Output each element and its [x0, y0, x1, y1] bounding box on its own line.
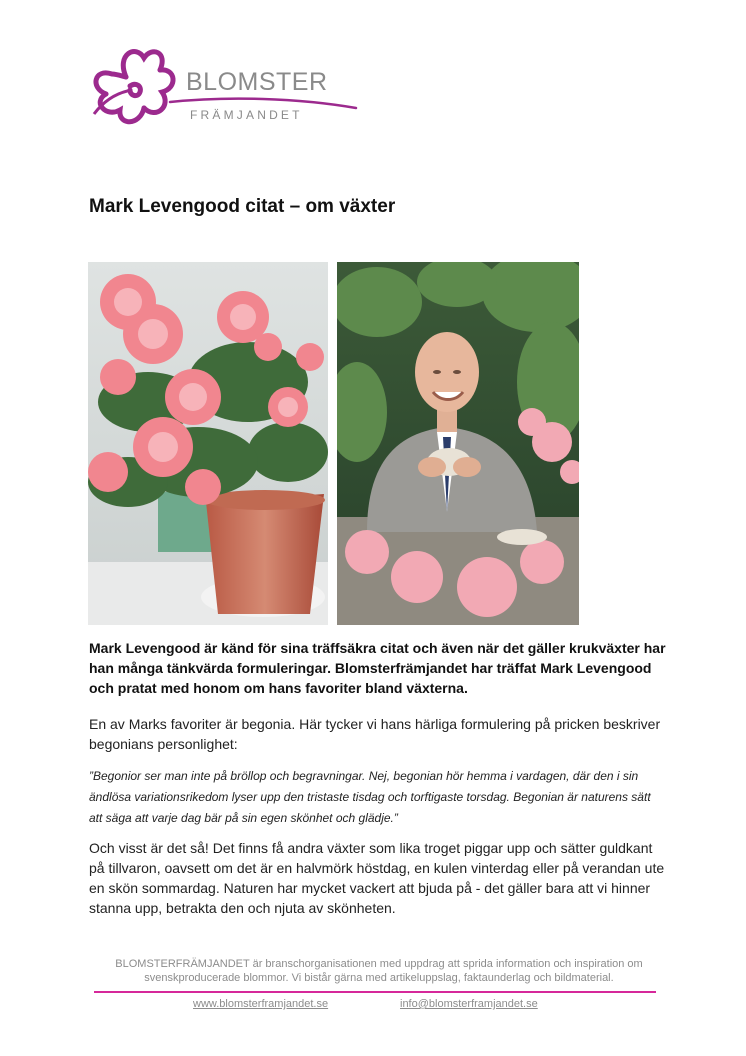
website-link[interactable]: www.blomsterframjandet.se: [193, 998, 329, 1010]
article-intro: Mark Levengood är känd för sina träffsäkra citat och även när det gäller krukväxter har han många tänkvärda formuleringar. Blomsterfrämjandet har träffat Mark Levengood och pratat med honom om hans favoriter bland växterna.: [89, 640, 666, 696]
flower-logo-icon: [86, 42, 186, 137]
begonia-photo: [88, 262, 328, 625]
page-title: Mark Levengood citat – om växter: [89, 196, 396, 217]
email-link[interactable]: info@blomsterframjandet.se: [400, 998, 538, 1010]
logo-wordmark: BLOMSTER: [186, 68, 328, 96]
brand-logo: [86, 42, 366, 137]
article-quote: ”Begonior ser man inte på bröllop och begravningar. Nej, begonian hör hemma i vardagen, där den i sin ändlösa variationsrikedom lyser upp den tristaste tisdag och torftigaste torsdag. Begonian är naturens sätt att säga att varje dag bär på sin egen skönhet och glädje.”: [89, 769, 651, 825]
logo-subtitle: FRÄMJANDET: [190, 108, 303, 122]
article-paragraph-1: En av Marks favoriter är begonia. Här tycker vi hans härliga formulering på pricken beskriver begonians personlighet:: [89, 716, 661, 752]
article-paragraph-2: Och visst är det så! Det finns få andra växter som lika troget piggar upp och sätter guldkant på tillvaron, oavsett om det är en halvmörk höstdag, en kulen vinterdag eller på verandan ute en skön sommardag. Naturen har mycket vackert att bjuda på - det gäller bara att vi hinner stanna upp, betrakta den och njuta av skönheten.: [89, 840, 665, 916]
portrait-photo: [337, 262, 579, 625]
footer-divider: [94, 991, 656, 993]
footer-description: BLOMSTERFRÄMJANDET är branschorganisationen med uppdrag att sprida information och inspiration om svenskproducerade blommor. Vi bistår gärna med artikeluppslag, faktaunderlag och bildmaterial.: [115, 958, 643, 984]
